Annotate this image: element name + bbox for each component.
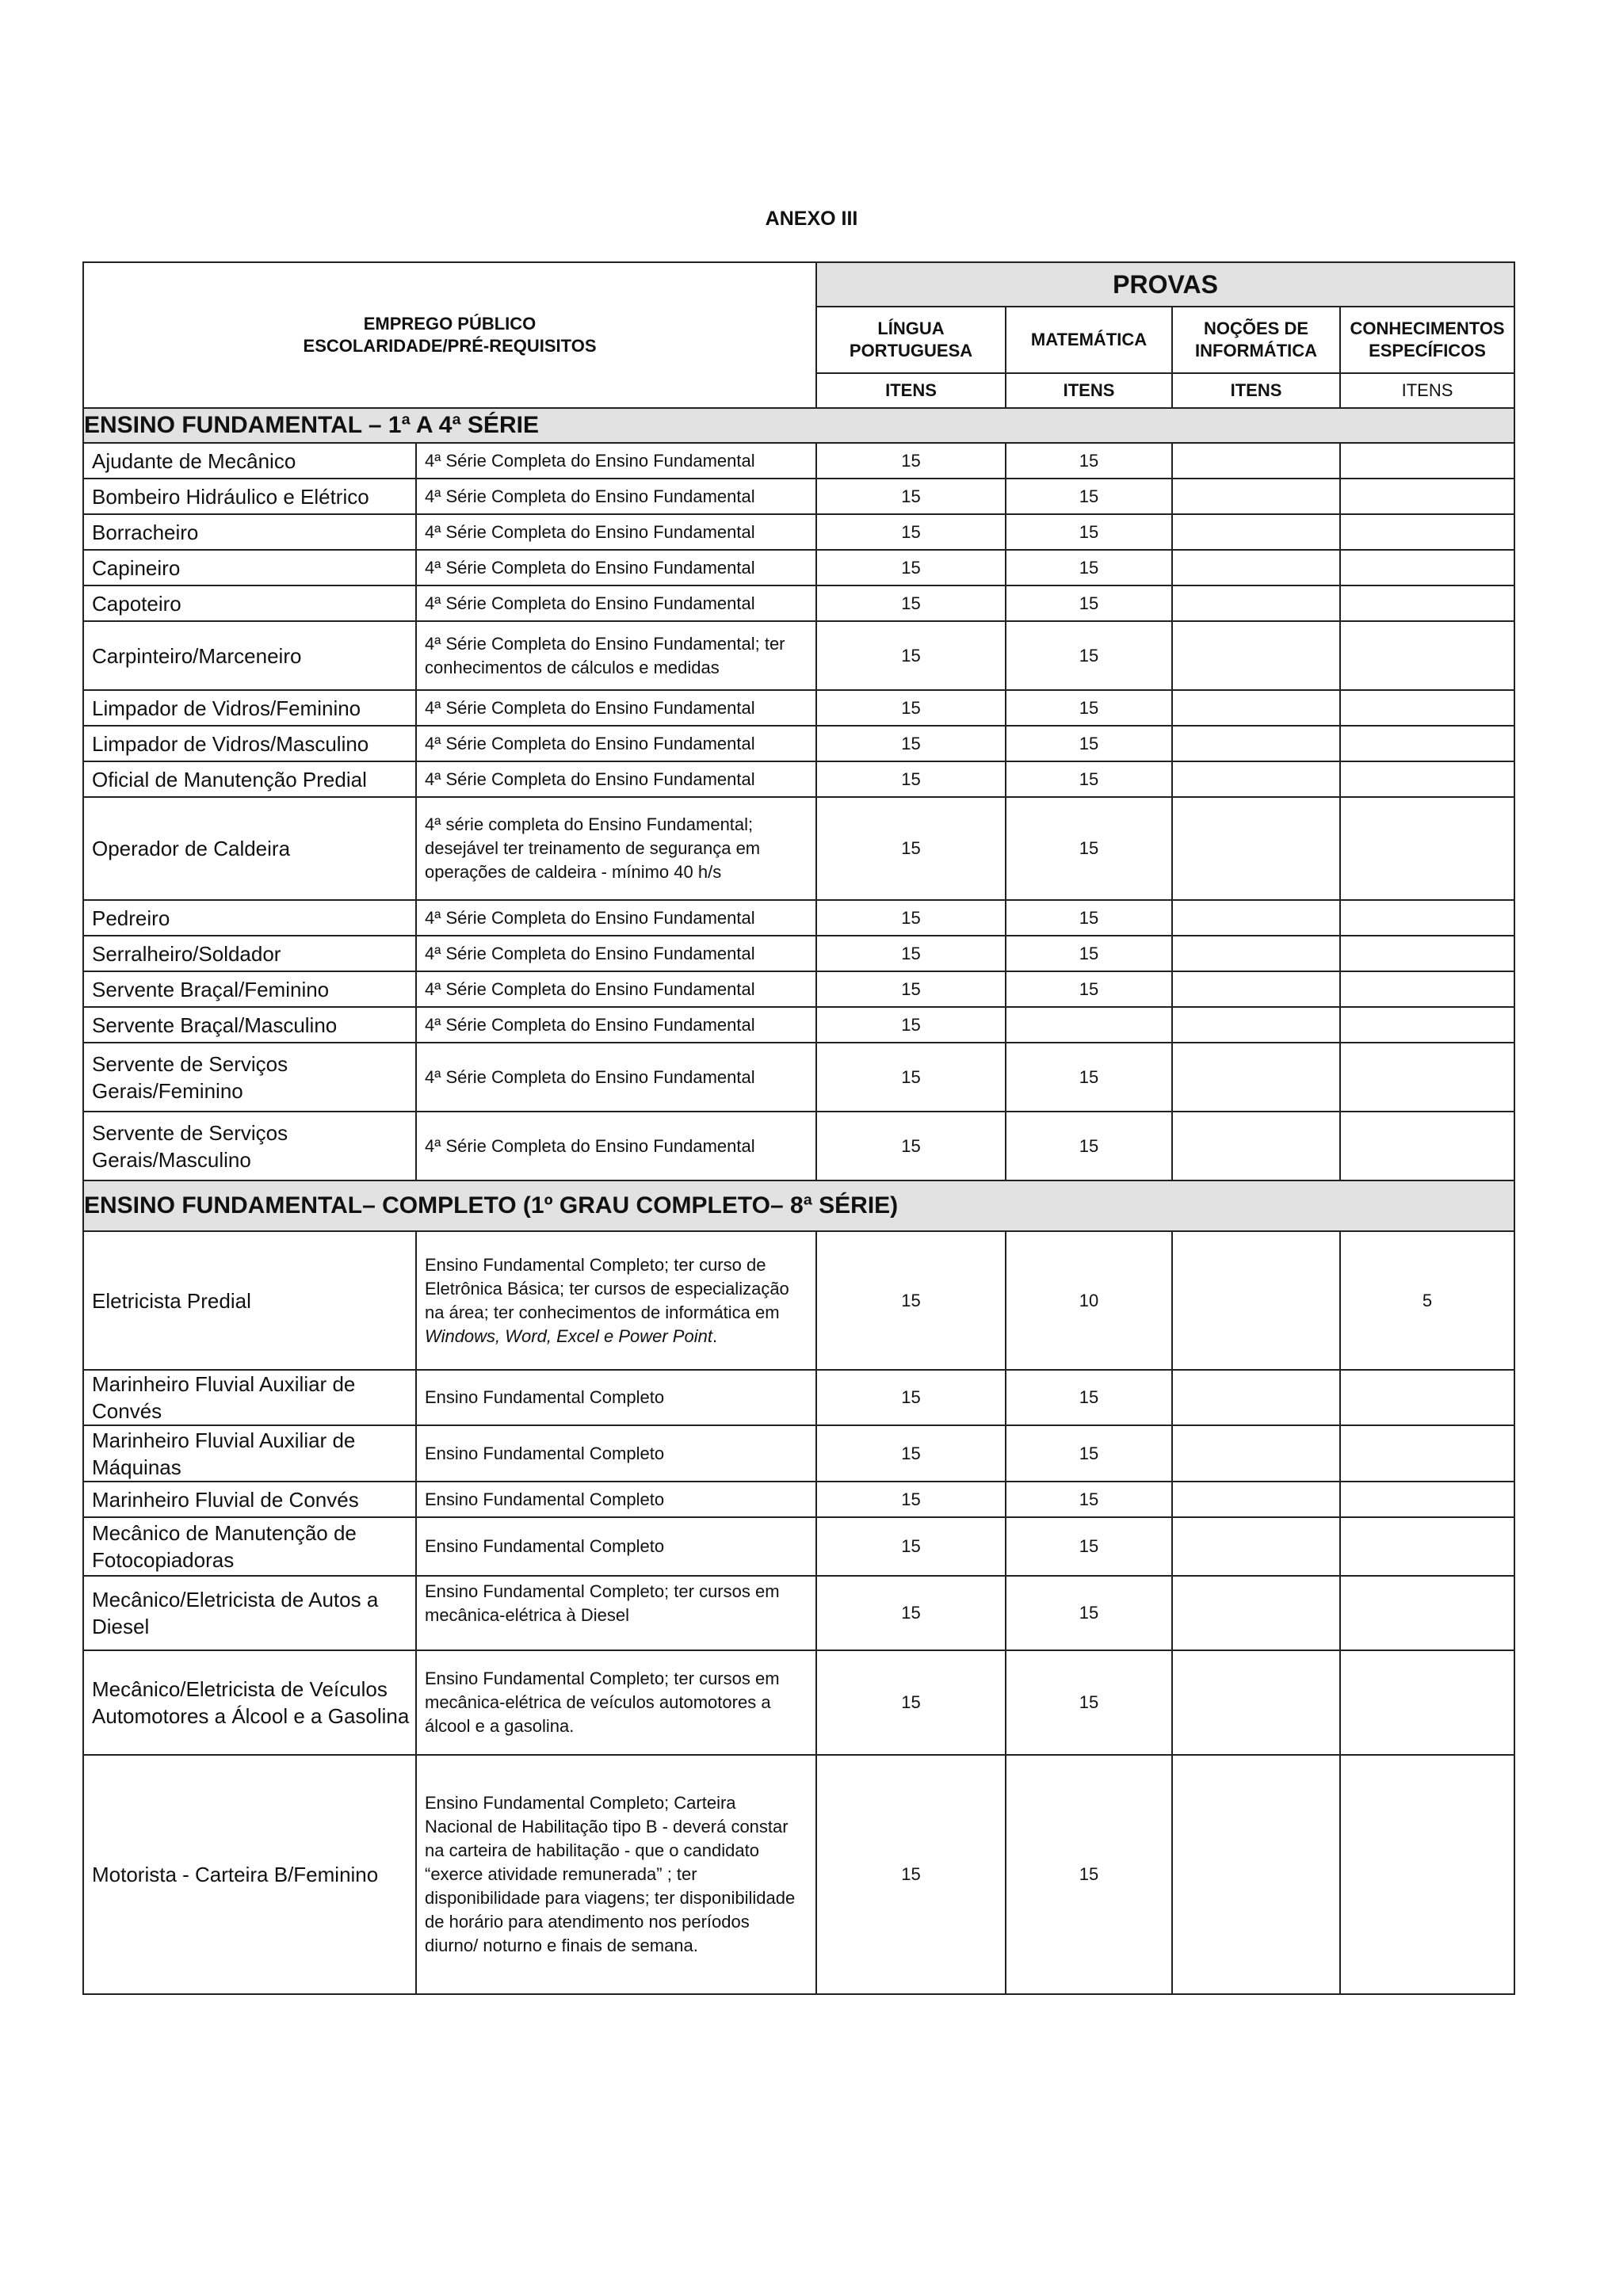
page-title: ANEXO III xyxy=(765,208,858,230)
table-row xyxy=(83,690,1514,726)
items-count-cell: 15 xyxy=(816,1755,1006,1994)
items-count-cell xyxy=(1340,1650,1514,1755)
requirements-cell: 4ª Série Completa do Ensino Fundamental xyxy=(416,761,816,797)
table-row xyxy=(83,550,1514,585)
items-count-cell xyxy=(1172,1112,1340,1180)
requirements-cell: 4ª Série Completa do Ensino Fundamental xyxy=(416,1007,816,1043)
items-count-cell: 15 xyxy=(1006,971,1172,1007)
table-row xyxy=(83,443,1514,479)
section-title: ENSINO FUNDAMENTAL – 1ª A 4ª SÉRIE xyxy=(83,408,1514,443)
table-row xyxy=(83,585,1514,621)
items-count-cell: 15 xyxy=(816,1231,1006,1370)
requirements-cell xyxy=(416,621,816,690)
text-line: na carteira de habilitação - que o candidato xyxy=(425,1840,759,1860)
job-title-cell: Borracheiro xyxy=(83,514,416,550)
items-count-cell xyxy=(1340,936,1514,971)
requirements-cell: 4ª Série Completa do Ensino Fundamental xyxy=(416,514,816,550)
items-count-cell: 15 xyxy=(1006,1425,1172,1482)
items-count-cell xyxy=(1340,1370,1514,1425)
items-count-cell: 15 xyxy=(816,1517,1006,1576)
items-count-cell: 15 xyxy=(1006,797,1172,900)
requirements-cell: 4ª Série Completa do Ensino Fundamental xyxy=(416,1043,816,1112)
items-count-cell: 5 xyxy=(1340,1231,1514,1370)
table-row xyxy=(83,1425,1514,1482)
items-count-cell xyxy=(1340,1755,1514,1994)
requirements-cell: 4ª Série Completa do Ensino Fundamental xyxy=(416,443,816,479)
text-line: Mecânico de Manutenção de xyxy=(92,1521,357,1545)
text-line: Marinheiro Fluvial Auxiliar de xyxy=(92,1428,356,1452)
text-line: Ensino Fundamental Completo; ter curso de xyxy=(425,1254,766,1275)
items-count-cell xyxy=(1172,797,1340,900)
text-line: Ensino Fundamental Completo; Carteira xyxy=(425,1793,736,1813)
section-title: ENSINO FUNDAMENTAL– COMPLETO (1º GRAU COMPLETO– 8ª SÉRIE) xyxy=(83,1180,1514,1231)
text-line: Windows, Word, Excel e Power Point xyxy=(425,1325,712,1346)
requirements-cell: 4ª Série Completa do Ensino Fundamental xyxy=(416,1112,816,1180)
items-count-cell: 15 xyxy=(1006,690,1172,726)
items-count-cell: 15 xyxy=(816,1482,1006,1517)
items-count-cell xyxy=(1340,1482,1514,1517)
items-count-cell xyxy=(1172,971,1340,1007)
items-count-cell: 15 xyxy=(1006,1650,1172,1755)
header-emprego xyxy=(83,262,816,408)
items-count-cell: 15 xyxy=(816,443,1006,479)
job-title-cell: Limpador de Vidros/Masculino xyxy=(83,726,416,761)
items-count-cell: 15 xyxy=(816,550,1006,585)
text-line: EMPREGO PÚBLICO xyxy=(363,314,537,334)
job-title-cell: Oficial de Manutenção Predial xyxy=(83,761,416,797)
job-title-cell: Capoteiro xyxy=(83,585,416,621)
items-count-cell: 15 xyxy=(816,1112,1006,1180)
items-count-cell xyxy=(1340,514,1514,550)
items-count-cell xyxy=(1172,1043,1340,1112)
requirements-cell: Ensino Fundamental Completo xyxy=(416,1425,816,1482)
items-count-cell xyxy=(1340,479,1514,514)
text-line: Eletrônica Básica; ter cursos de especialização xyxy=(425,1278,789,1299)
items-count-cell: 15 xyxy=(1006,1517,1172,1576)
items-count-cell xyxy=(1172,585,1340,621)
requirements-cell: 4ª Série Completa do Ensino Fundamental xyxy=(416,971,816,1007)
items-count-cell xyxy=(1172,479,1340,514)
table-row xyxy=(83,621,1514,690)
items-count-cell xyxy=(1340,690,1514,726)
job-title-cell: Pedreiro xyxy=(83,900,416,936)
table-row xyxy=(83,1517,1514,1576)
job-title-cell xyxy=(83,1043,416,1112)
text-line: Servente de Serviços xyxy=(92,1051,288,1076)
job-title-cell: Bombeiro Hidráulico e Elétrico xyxy=(83,479,416,514)
items-count-cell xyxy=(1172,550,1340,585)
text-line: Diesel xyxy=(92,1615,150,1638)
text-line: mecânica-elétrica à Diesel xyxy=(425,1605,629,1625)
text-line: na área; ter conhecimentos de informática em xyxy=(425,1302,780,1322)
items-count-cell: 15 xyxy=(816,1576,1006,1650)
items-count-cell xyxy=(1340,900,1514,936)
items-count-cell: 15 xyxy=(816,726,1006,761)
text-line: . xyxy=(712,1325,718,1346)
items-count-cell xyxy=(1340,1576,1514,1650)
job-title-cell xyxy=(83,1370,416,1425)
text-line: Servente de Serviços xyxy=(92,1120,288,1145)
table-row xyxy=(83,726,1514,761)
items-count-cell xyxy=(1172,726,1340,761)
requirements-cell: 4ª Série Completa do Ensino Fundamental xyxy=(416,690,816,726)
text-line: Nacional de Habilitação tipo B - deverá constar xyxy=(425,1817,789,1836)
header-conhecimentos xyxy=(1340,307,1514,373)
requirements-cell: 4ª Série Completa do Ensino Fundamental xyxy=(416,726,816,761)
items-count-cell: 15 xyxy=(1006,585,1172,621)
items-count-cell: 15 xyxy=(816,621,1006,690)
itens-mat: ITENS xyxy=(1006,373,1172,408)
requirements-cell: 4ª Série Completa do Ensino Fundamental xyxy=(416,900,816,936)
items-count-cell: 15 xyxy=(816,1043,1006,1112)
items-count-cell: 15 xyxy=(1006,900,1172,936)
job-title-cell: Limpador de Vidros/Feminino xyxy=(83,690,416,726)
table-row xyxy=(83,1576,1514,1650)
job-title-cell xyxy=(83,1517,416,1576)
job-title-cell: Servente Braçal/Feminino xyxy=(83,971,416,1007)
requirements-cell: Ensino Fundamental Completo xyxy=(416,1370,816,1425)
table-row xyxy=(83,1370,1514,1425)
items-count-cell xyxy=(1172,443,1340,479)
items-count-cell xyxy=(1172,1370,1340,1425)
text-line: Máquinas xyxy=(92,1455,181,1479)
text-line: 4ª série completa do Ensino Fundamental; xyxy=(425,814,754,834)
job-title-cell: Motorista - Carteira B/Feminino xyxy=(83,1755,416,1994)
text-line: Mecânico/Eletricista de Autos a xyxy=(92,1588,379,1611)
requirements-cell: Ensino Fundamental Completo xyxy=(416,1482,816,1517)
job-title-cell: Marinheiro Fluvial de Convés xyxy=(83,1482,416,1517)
requirements-table xyxy=(82,261,1515,1995)
items-count-cell xyxy=(1340,971,1514,1007)
text-line: desejável ter treinamento de segurança em xyxy=(425,838,761,858)
text-line: ESCOLARIDADE/PRÉ-REQUISITOS xyxy=(303,336,597,356)
job-title-cell xyxy=(83,1112,416,1180)
items-count-cell: 15 xyxy=(816,1370,1006,1425)
header-provas: PROVAS xyxy=(816,262,1514,307)
items-count-cell xyxy=(1340,726,1514,761)
items-count-cell: 15 xyxy=(1006,726,1172,761)
items-count-cell xyxy=(1340,550,1514,585)
items-count-cell xyxy=(1172,514,1340,550)
items-count-cell: 15 xyxy=(1006,621,1172,690)
job-title-cell: Eletricista Predial xyxy=(83,1231,416,1370)
itens-ce: ITENS xyxy=(1340,373,1514,408)
items-count-cell: 15 xyxy=(816,1650,1006,1755)
items-count-cell xyxy=(1172,1755,1340,1994)
items-count-cell xyxy=(1340,1007,1514,1043)
items-count-cell xyxy=(1172,1007,1340,1043)
items-count-cell xyxy=(1172,1425,1340,1482)
text-line: PORTUGUESA xyxy=(849,341,973,360)
job-title-cell: Serralheiro/Soldador xyxy=(83,936,416,971)
text-line: Marinheiro Fluvial Auxiliar de xyxy=(92,1372,356,1396)
itens-lp: ITENS xyxy=(816,373,1006,408)
items-count-cell xyxy=(1340,1517,1514,1576)
text-line: “exerce atividade remunerada” ; ter xyxy=(425,1864,697,1884)
text-line: Fotocopiadoras xyxy=(92,1548,235,1572)
items-count-cell xyxy=(1172,621,1340,690)
job-title-cell xyxy=(83,1425,416,1482)
items-count-cell xyxy=(1340,1043,1514,1112)
table-row xyxy=(83,1482,1514,1517)
items-count-cell: 15 xyxy=(816,971,1006,1007)
text-line: Automotores a Álcool e a Gasolina xyxy=(92,1704,410,1728)
items-count-cell: 15 xyxy=(816,479,1006,514)
header-matematica: MATEMÁTICA xyxy=(1006,307,1172,373)
items-count-cell: 15 xyxy=(816,585,1006,621)
text-line: diurno/ noturno e finais de semana. xyxy=(425,1936,698,1955)
text-line: LÍNGUA xyxy=(877,318,945,338)
requirements-cell: 4ª Série Completa do Ensino Fundamental xyxy=(416,550,816,585)
table-row xyxy=(83,936,1514,971)
job-title-cell: Capineiro xyxy=(83,550,416,585)
requirements-cell xyxy=(416,1755,816,1994)
items-count-cell: 15 xyxy=(1006,550,1172,585)
items-count-cell: 15 xyxy=(1006,479,1172,514)
table-row xyxy=(83,1231,1514,1370)
items-count-cell xyxy=(1340,621,1514,690)
job-title-cell xyxy=(83,1576,416,1650)
items-count-cell xyxy=(1172,1576,1340,1650)
table-row xyxy=(83,1755,1514,1994)
items-count-cell: 15 xyxy=(1006,1043,1172,1112)
table-row xyxy=(83,1650,1514,1755)
table-row xyxy=(83,479,1514,514)
text-line: conhecimentos de cálculos e medidas xyxy=(425,657,720,677)
text-line: álcool e a gasolina. xyxy=(425,1716,575,1736)
table-row xyxy=(83,900,1514,936)
text-line: de horário para atendimento nos períodos xyxy=(425,1912,750,1932)
job-title-cell: Ajudante de Mecânico xyxy=(83,443,416,479)
text-line: mecânica-elétrica de veículos automotores a xyxy=(425,1692,771,1712)
requirements-cell xyxy=(416,797,816,900)
items-count-cell xyxy=(1172,690,1340,726)
table-row xyxy=(83,971,1514,1007)
text-line: INFORMÁTICA xyxy=(1195,341,1317,360)
items-count-cell xyxy=(1172,761,1340,797)
text-line: CONHECIMENTOS xyxy=(1350,318,1505,338)
job-title-cell: Carpinteiro/Marceneiro xyxy=(83,621,416,690)
header-informatica xyxy=(1172,307,1340,373)
requirements-cell: 4ª Série Completa do Ensino Fundamental xyxy=(416,936,816,971)
items-count-cell: 15 xyxy=(816,797,1006,900)
text-line: operações de caldeira - mínimo 40 h/s xyxy=(425,862,722,882)
table-row xyxy=(83,514,1514,550)
table-row xyxy=(83,761,1514,797)
table-row xyxy=(83,1112,1514,1180)
text-line: Gerais/Feminino xyxy=(92,1078,243,1103)
job-title-cell: Operador de Caldeira xyxy=(83,797,416,900)
text-line: Convés xyxy=(92,1399,162,1423)
items-count-cell: 15 xyxy=(1006,1370,1172,1425)
items-count-cell: 15 xyxy=(1006,1112,1172,1180)
items-count-cell: 15 xyxy=(1006,1482,1172,1517)
items-count-cell: 15 xyxy=(816,1007,1006,1043)
itens-inf: ITENS xyxy=(1172,373,1340,408)
job-title-cell xyxy=(83,1650,416,1755)
items-count-cell xyxy=(1172,1482,1340,1517)
items-count-cell xyxy=(1172,936,1340,971)
text-line: Mecânico/Eletricista de Veículos xyxy=(92,1677,388,1701)
requirements-cell xyxy=(416,1231,816,1370)
items-count-cell xyxy=(1340,1112,1514,1180)
job-title-cell: Servente Braçal/Masculino xyxy=(83,1007,416,1043)
text-line: disponibilidade para viagens; ter disponibilidade xyxy=(425,1888,796,1908)
requirements-cell: Ensino Fundamental Completo xyxy=(416,1517,816,1576)
items-count-cell: 15 xyxy=(1006,761,1172,797)
text-line: 4ª Série Completa do Ensino Fundamental; ter xyxy=(425,633,785,654)
header-lingua-portuguesa xyxy=(816,307,1006,373)
items-count-cell: 15 xyxy=(816,900,1006,936)
items-count-cell: 15 xyxy=(1006,1576,1172,1650)
items-count-cell xyxy=(1172,1231,1340,1370)
text-line: Ensino Fundamental Completo; ter cursos em xyxy=(425,1669,780,1688)
items-count-cell: 15 xyxy=(816,1425,1006,1482)
items-count-cell xyxy=(1172,1650,1340,1755)
items-count-cell xyxy=(1006,1007,1172,1043)
items-count-cell xyxy=(1340,797,1514,900)
requirements-cell: 4ª Série Completa do Ensino Fundamental xyxy=(416,585,816,621)
items-count-cell: 15 xyxy=(1006,443,1172,479)
items-count-cell xyxy=(1340,585,1514,621)
items-count-cell xyxy=(1172,1517,1340,1576)
requirements-cell xyxy=(416,1650,816,1755)
items-count-cell: 15 xyxy=(816,690,1006,726)
items-count-cell xyxy=(1340,443,1514,479)
items-count-cell: 15 xyxy=(816,936,1006,971)
table-row xyxy=(83,797,1514,900)
items-count-cell xyxy=(1340,761,1514,797)
text-line: NOÇÕES DE xyxy=(1204,318,1309,338)
items-count-cell: 15 xyxy=(1006,936,1172,971)
items-count-cell: 15 xyxy=(1006,1755,1172,1994)
items-count-cell: 10 xyxy=(1006,1231,1172,1370)
text-line: Gerais/Masculino xyxy=(92,1147,251,1172)
requirements-cell xyxy=(416,1576,816,1650)
items-count-cell xyxy=(1340,1425,1514,1482)
text-line: Ensino Fundamental Completo; ter cursos em xyxy=(425,1581,780,1601)
requirements-cell: 4ª Série Completa do Ensino Fundamental xyxy=(416,479,816,514)
items-count-cell: 15 xyxy=(1006,514,1172,550)
text-line: ESPECÍFICOS xyxy=(1369,341,1486,360)
items-count-cell: 15 xyxy=(816,514,1006,550)
items-count-cell: 15 xyxy=(816,761,1006,797)
table-row xyxy=(83,1043,1514,1112)
items-count-cell xyxy=(1172,900,1340,936)
table-row xyxy=(83,1007,1514,1043)
